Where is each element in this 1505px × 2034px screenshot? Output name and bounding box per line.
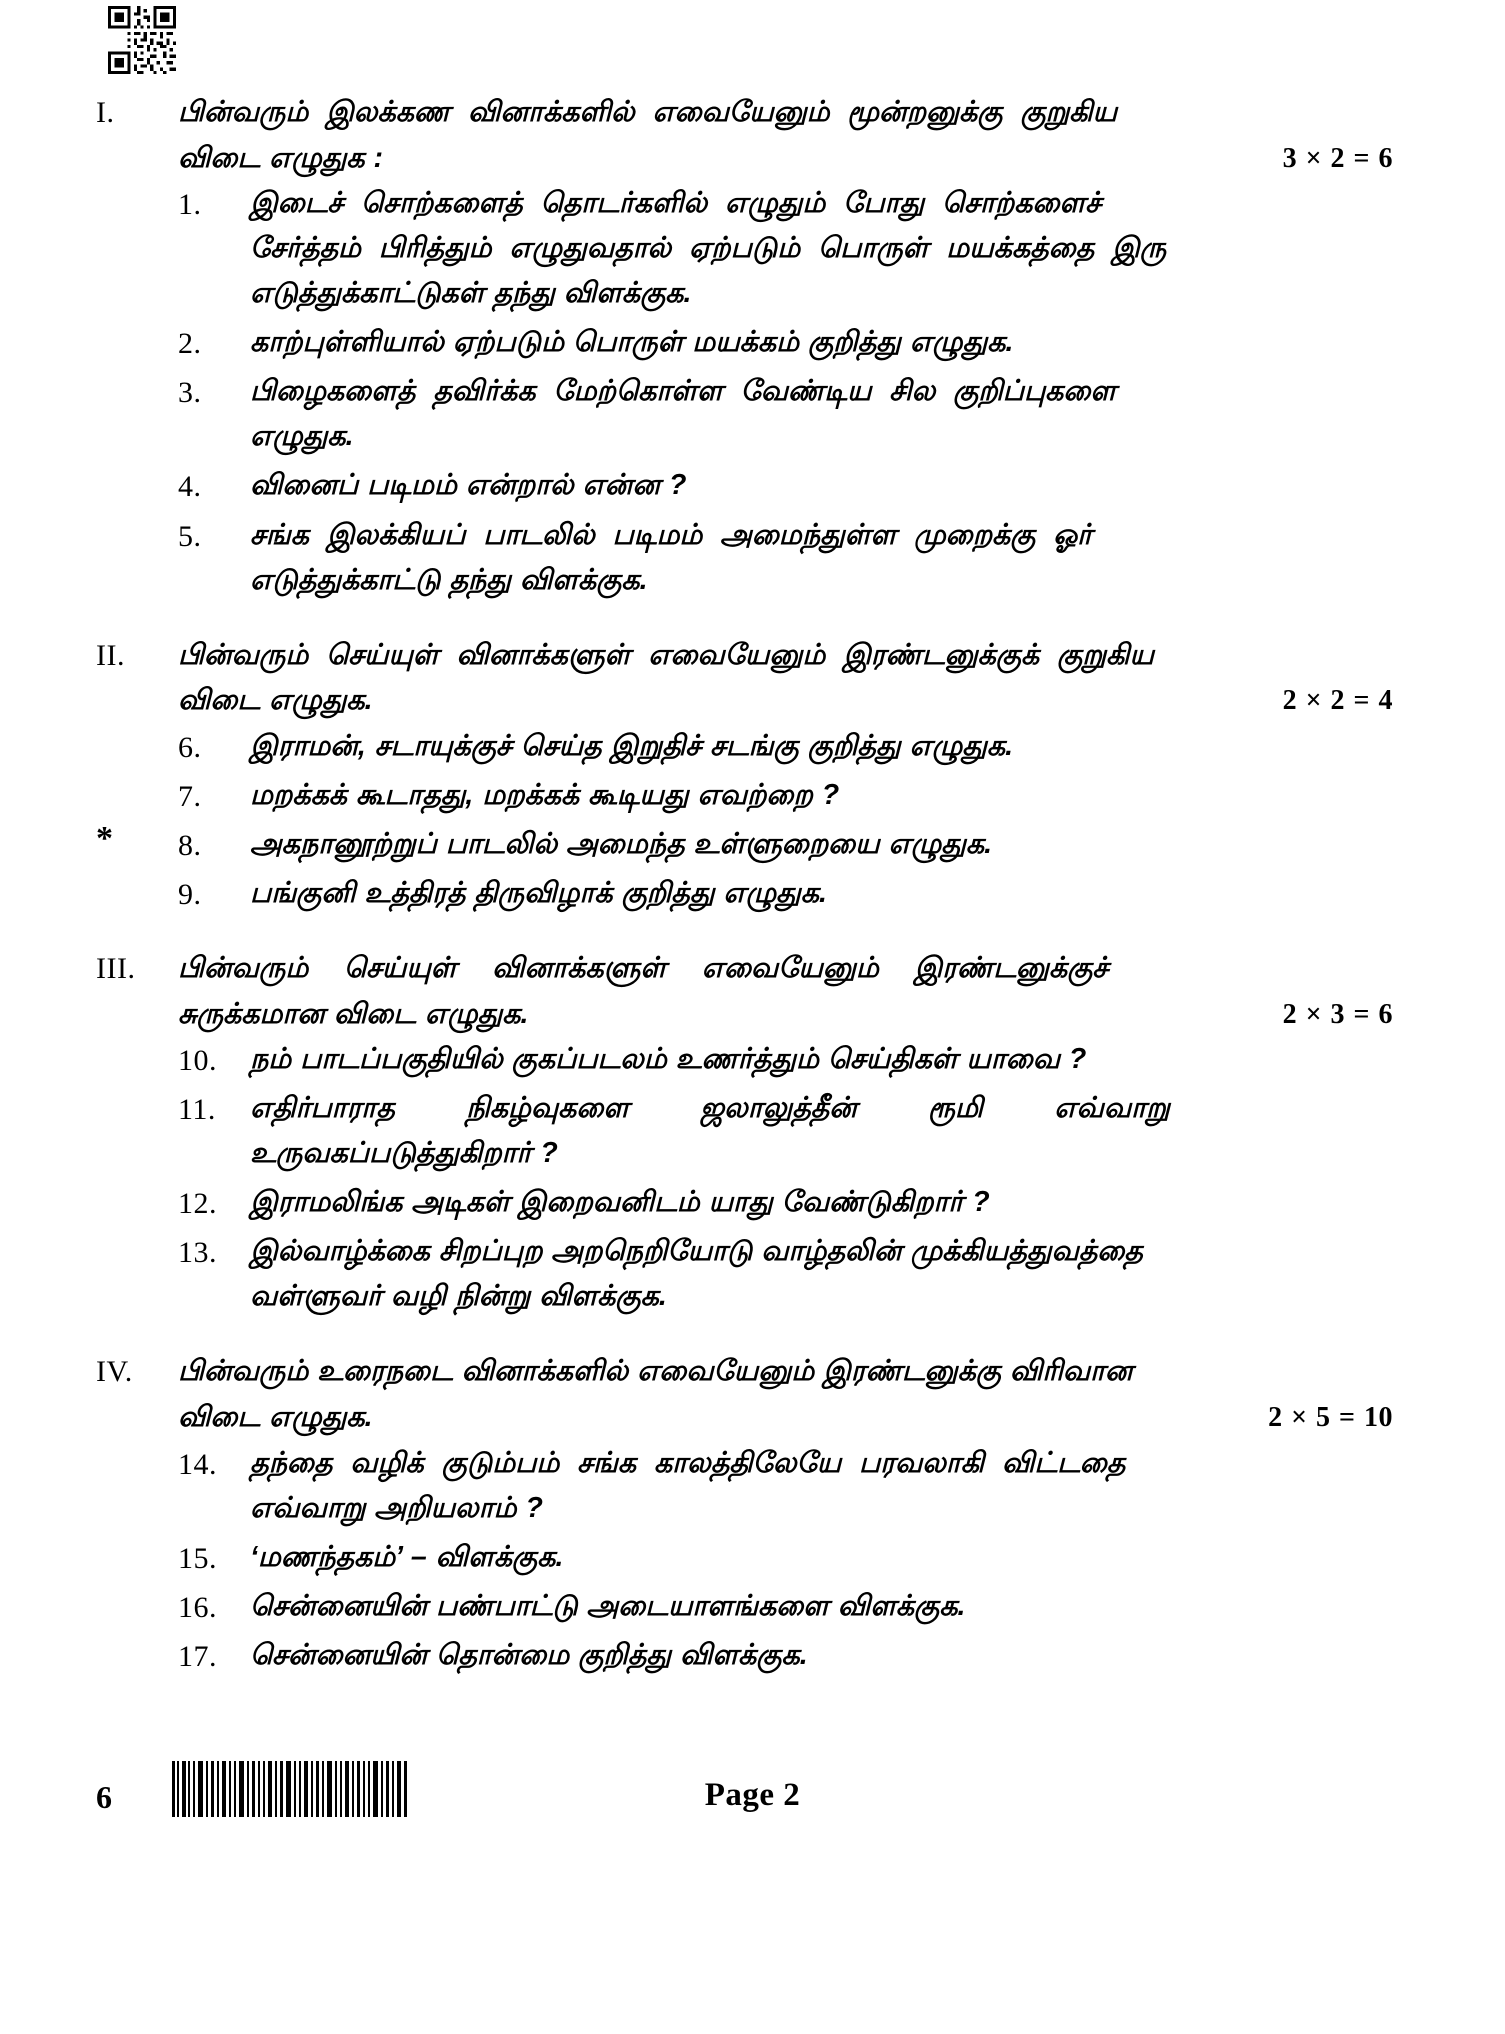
question-text — [250, 181, 1393, 316]
section-instruction — [178, 1349, 1393, 1440]
section-heading — [0, 633, 1505, 724]
question-item — [0, 369, 1505, 459]
question-number: 7. — [178, 779, 202, 813]
question-number: 12. — [178, 1187, 217, 1221]
question-list — [0, 1441, 1505, 1678]
question-item — [0, 724, 1505, 769]
question-text — [250, 1535, 1393, 1580]
question-number: 17. — [178, 1639, 217, 1673]
question-number: 9. — [178, 877, 202, 911]
question-item — [0, 320, 1505, 365]
question-number: 14. — [178, 1447, 217, 1481]
question-item — [0, 1584, 1505, 1629]
question-number: 15. — [178, 1541, 217, 1575]
question-text-line: இராமன், சடாயுக்குச் செய்த இறுதிச் சடங்கு குறித்து எழுதுக. — [250, 729, 1014, 762]
question-section — [0, 1349, 1505, 1677]
page-footer — [0, 1755, 1505, 1865]
question-item — [0, 773, 1505, 818]
question-text — [250, 369, 1393, 459]
section-instruction-line: சுருக்கமான விடை எழுதுக. — [178, 997, 529, 1030]
question-text — [250, 320, 1393, 365]
question-text — [250, 871, 1393, 916]
question-section — [0, 90, 1505, 603]
question-item — [0, 513, 1505, 603]
question-list — [0, 1037, 1505, 1319]
question-text-line: தந்தை வழிக் குடும்பம் சங்க காலத்திலேயே பரவலாகி விட்டதை — [250, 1446, 1126, 1479]
section-instruction — [178, 946, 1393, 1037]
section-instruction-line: பின்வரும் செய்யுள் வினாக்களுள் எவையேனும் இரண்டனுக்குச் — [178, 951, 1109, 984]
question-list — [0, 724, 1505, 916]
question-text-line: பங்குனி உத்திரத் திருவிழாக் குறித்து எழுதுக. — [250, 876, 827, 909]
question-text-line: ‘மணந்தகம்’ – விளக்குக. — [250, 1540, 564, 1573]
question-number: 6. — [178, 730, 202, 764]
question-sections — [0, 90, 1505, 1708]
section-heading — [0, 1349, 1505, 1440]
section-instruction — [178, 633, 1393, 724]
section-instruction-line: விடை எழுதுக. — [178, 1401, 373, 1434]
question-text-line: வள்ளுவர் வழி நின்று விளக்குக. — [250, 1280, 667, 1313]
section-marks: 2 × 5 = 10 — [1268, 1402, 1393, 1434]
question-text-line: எடுத்துக்காட்டுகள் தந்து விளக்குக. — [250, 277, 692, 310]
footer-paper-number: 6 — [96, 1779, 112, 1815]
question-item — [0, 1086, 1505, 1176]
question-text-line: சென்னையின் பண்பாட்டு அடையாளங்களை விளக்குக. — [250, 1589, 966, 1622]
question-text-line: இல்வாழ்க்கை சிறப்புற அறநெறியோடு வாழ்தலின் முக்கியத்துவத்தை — [250, 1235, 1143, 1268]
section-marks: 2 × 2 = 4 — [1282, 685, 1393, 717]
section-heading — [0, 90, 1505, 181]
page-label: Page 2 — [704, 1777, 801, 1813]
section-heading — [0, 946, 1505, 1037]
question-item — [0, 1441, 1505, 1531]
question-text-line: எடுத்துக்காட்டு தந்து விளக்குக. — [250, 563, 648, 596]
question-item — [0, 1180, 1505, 1225]
question-text — [250, 1037, 1393, 1082]
question-text — [250, 1086, 1393, 1176]
question-section — [0, 946, 1505, 1319]
question-text-line: மறக்கக் கூடாதது, மறக்கக் கூடியது எவற்றை ? — [250, 778, 840, 811]
question-text-line: பிழைகளைத் தவிர்க்க மேற்கொள்ள வேண்டிய சில குறிப்புகளை — [250, 375, 1117, 408]
question-item — [0, 1535, 1505, 1580]
question-text-line: அகநானூற்றுப் பாடலில் அமைந்த உள்ளுறையை எழுதுக. — [250, 827, 993, 860]
question-number: 4. — [178, 470, 202, 504]
section-marks: 2 × 3 = 6 — [1282, 998, 1393, 1030]
question-number: 1. — [178, 188, 202, 222]
question-text-line: சங்க இலக்கியப் பாடலில் படிமம் அமைந்துள்ள முறைக்கு ஓர் — [250, 518, 1093, 551]
question-item — [0, 819, 1505, 867]
section-marks: 3 × 2 = 6 — [1282, 142, 1393, 174]
question-item — [0, 1037, 1505, 1082]
section-numeral: I. — [96, 96, 115, 129]
question-number: 5. — [178, 519, 202, 553]
question-text — [250, 1441, 1393, 1531]
question-number: 16. — [178, 1590, 217, 1624]
question-item — [0, 463, 1505, 508]
section-instruction — [178, 90, 1393, 181]
question-text — [250, 1584, 1393, 1629]
question-text — [250, 773, 1393, 818]
question-text-line: எதிர்பாராத நிகழ்வுகளை ஜலாலுத்தீன் ரூமி எவ்வாறு — [250, 1092, 1170, 1125]
section-numeral: II. — [96, 638, 125, 672]
qr-code — [96, 6, 188, 74]
section-instruction-line: பின்வரும் இலக்கண வினாக்களில் எவையேனும் மூன்றனுக்கு குறுகிய — [178, 96, 1118, 128]
question-item — [0, 1633, 1505, 1678]
question-text-line: வினைப் படிமம் என்றால் என்ன ? — [250, 469, 687, 502]
question-number: 8. — [178, 828, 202, 862]
question-text — [250, 724, 1393, 769]
question-text — [250, 822, 1393, 867]
section-instruction-line: விடை எழுதுக. — [178, 684, 373, 717]
question-text — [250, 1633, 1393, 1678]
question-text-line: எழுதுக. — [250, 420, 354, 453]
section-numeral: IV. — [96, 1355, 133, 1389]
question-text — [250, 513, 1393, 603]
section-instruction-line: விடை எழுதுக : — [178, 141, 384, 174]
question-number: 13. — [178, 1236, 217, 1270]
question-text-line: உருவகப்படுத்துகிறார் ? — [250, 1137, 558, 1170]
question-list — [0, 181, 1505, 602]
question-item — [0, 871, 1505, 916]
question-text-line: காற்புள்ளியால் ஏற்படும் பொருள் மயக்கம் குறித்து எழுதுக. — [250, 326, 1014, 359]
asterisk-margin-mark: * — [96, 819, 113, 857]
question-text-line: சென்னையின் தொன்மை குறித்து விளக்குக. — [250, 1638, 808, 1671]
question-text-line: எவ்வாறு அறியலாம் ? — [250, 1491, 543, 1524]
question-text — [250, 1229, 1393, 1319]
question-item — [0, 1229, 1505, 1319]
question-text — [250, 463, 1393, 508]
question-section — [0, 633, 1505, 916]
question-number: 10. — [178, 1044, 217, 1078]
section-instruction-line: பின்வரும் உரைநடை வினாக்களில் எவையேனும் இரண்டனுக்கு விரிவான — [178, 1355, 1133, 1388]
question-number: 11. — [178, 1093, 216, 1127]
question-number: 3. — [178, 376, 202, 410]
question-text-line: நம் பாடப்பகுதியில் குகப்படலம் உணர்த்தும் செய்திகள் யாவை ? — [250, 1043, 1087, 1076]
question-number: 2. — [178, 327, 202, 361]
question-text-line: இடைச் சொற்களைத் தொடர்களில் எழுதும் போது சொற்களைச் — [250, 187, 1102, 220]
question-text-line: இராமலிங்க அடிகள் இறைவனிடம் யாது வேண்டுகிறார் ? — [250, 1186, 990, 1219]
question-item — [0, 181, 1505, 316]
section-instruction-line: பின்வரும் செய்யுள் வினாக்களுள் எவையேனும் இரண்டனுக்குக் குறுகிய — [178, 638, 1154, 671]
section-numeral: III. — [96, 951, 136, 985]
question-text-line: சேர்த்தம் பிரித்தும் எழுதுவதால் ஏற்படும் பொருள் மயக்கத்தை இரு — [250, 232, 1167, 265]
question-text — [250, 1180, 1393, 1225]
